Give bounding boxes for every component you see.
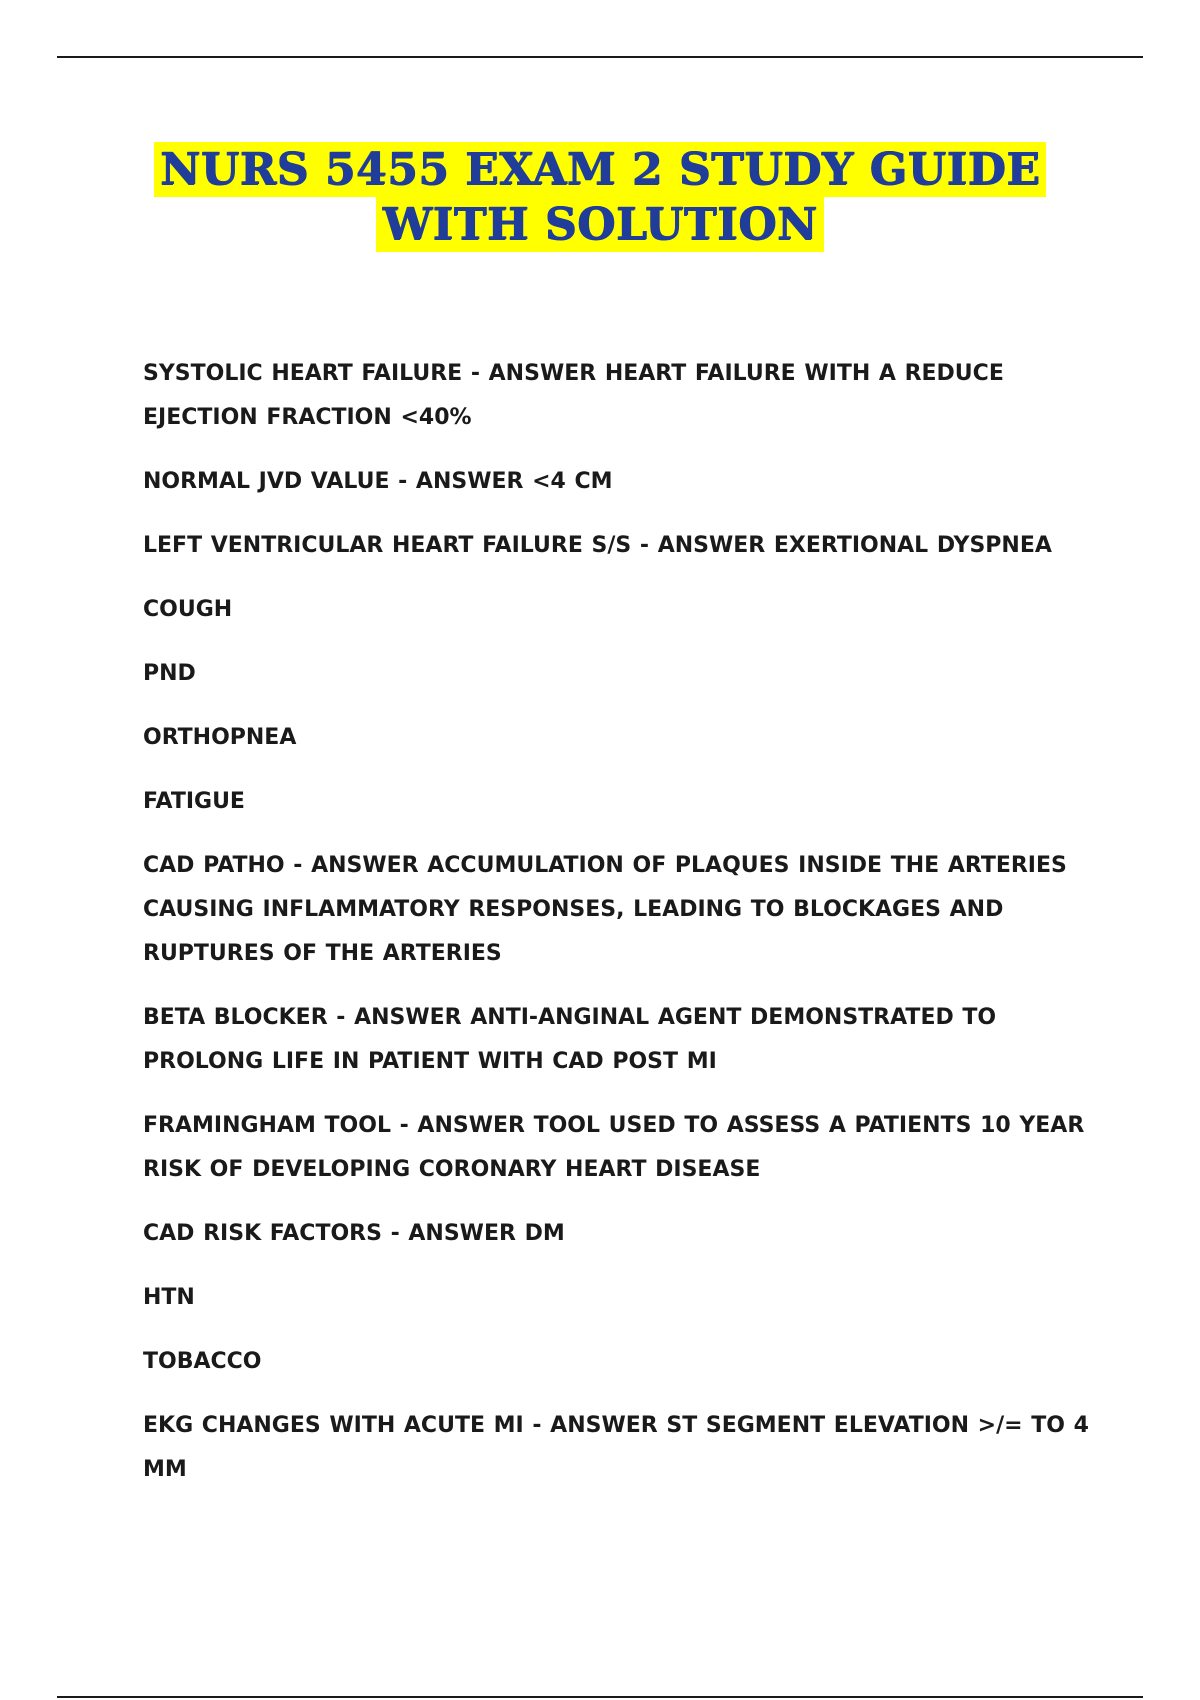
entry-systolic-heart-failure: SYSTOLIC HEART FAILURE - ANSWER HEART FAILURE WITH A REDUCE EJECTION FRACTION <40% [143,361,1004,430]
entry-beta-blocker: BETA BLOCKER - ANSWER ANTI-ANGINAL AGENT DEMONSTRATED TO PROLONG LIFE IN PATIENT WITH CAD POST MI [143,1005,997,1074]
entry-fatigue: FATIGUE [143,789,245,814]
entry-cad-patho: CAD PATHO - ANSWER ACCUMULATION OF PLAQUES INSIDE THE ARTERIES CAUSING INFLAMMATORY RESPONSES, LEADING TO BLOCKAGES AND RUPTURES OF THE ARTERIES [143,853,1067,966]
entry-cad-risk-factors: CAD RISK FACTORS - ANSWER DM [143,1221,565,1246]
entry-htn: HTN [143,1285,195,1310]
entry-framingham-tool: FRAMINGHAM TOOL - ANSWER TOOL USED TO ASSESS A PATIENTS 10 YEAR RISK OF DEVELOPING CORONARY HEART DISEASE [143,1113,1085,1182]
title-line-2: WITH SOLUTION [376,197,823,252]
entry-cough: COUGH [143,597,233,622]
entry-pnd: PND [143,661,196,686]
footer-rule [57,1696,1143,1698]
document-title [0,142,1200,252]
entry-normal-jvd-value: NORMAL JVD VALUE - ANSWER <4 CM [143,469,613,494]
entry-tobacco: TOBACCO [143,1349,262,1374]
entry-left-ventricular-hf: LEFT VENTRICULAR HEART FAILURE S/S - ANSWER EXERTIONAL DYSPNEA [143,533,1052,558]
header-rule [57,56,1143,58]
entry-orthopnea: ORTHOPNEA [143,725,297,750]
title-line-1: NURS 5455 EXAM 2 STUDY GUIDE [154,142,1046,197]
entry-ekg-changes: EKG CHANGES WITH ACUTE MI - ANSWER ST SEGMENT ELEVATION >/= TO 4 MM [143,1413,1089,1482]
study-guide-content [143,352,1093,1512]
